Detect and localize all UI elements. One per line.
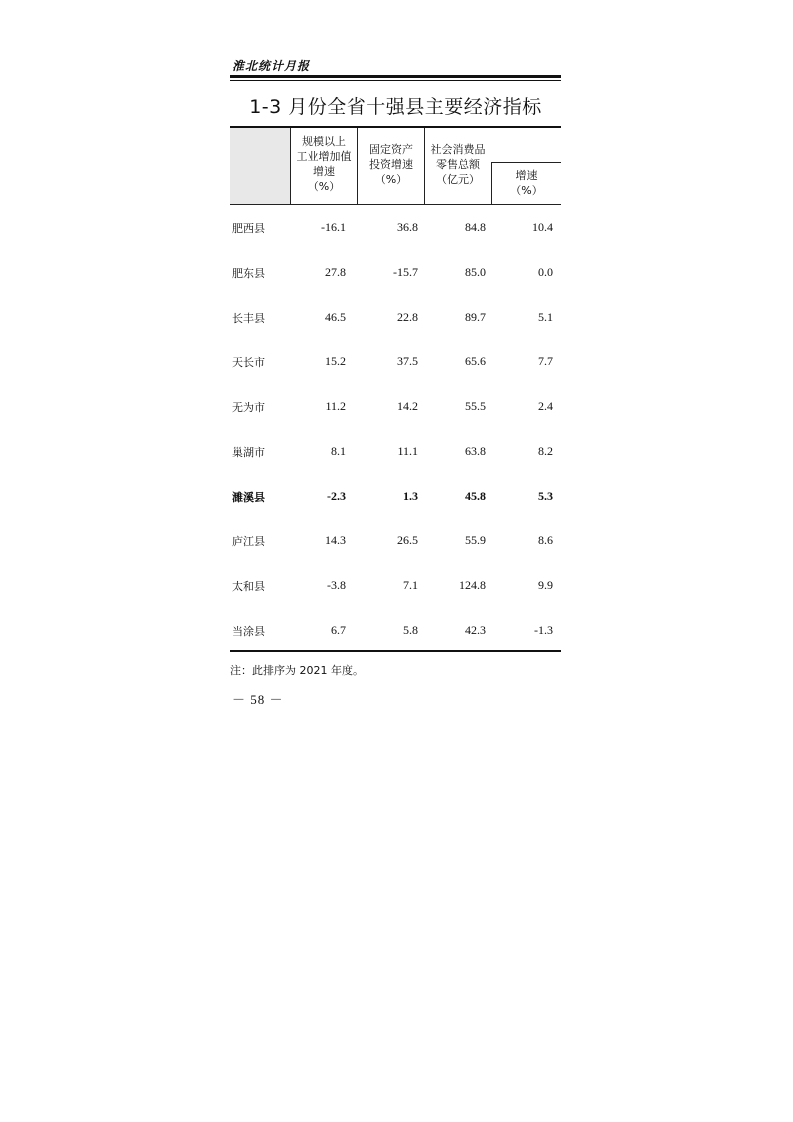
industrial-growth-value: 11.2 bbox=[325, 399, 346, 413]
industrial-growth-value: 46.5 bbox=[325, 310, 346, 324]
retail-growth-value: 5.1 bbox=[538, 310, 553, 324]
header-rule-thin bbox=[230, 80, 561, 81]
header-rule-thick bbox=[230, 75, 561, 78]
investment-growth-value: -15.7 bbox=[393, 265, 418, 279]
investment-growth-value: 14.2 bbox=[397, 399, 418, 413]
industrial-growth-value: 8.1 bbox=[331, 444, 346, 458]
publication-header: 淮北统计月报 bbox=[232, 59, 311, 73]
investment-growth-value: 37.5 bbox=[397, 354, 418, 368]
retail-sales-value: 63.8 bbox=[465, 444, 486, 458]
header-subdivider bbox=[491, 162, 561, 163]
table-row bbox=[230, 308, 561, 328]
retail-growth-value: 10.4 bbox=[532, 220, 553, 234]
county-name: 肥东县 bbox=[232, 267, 265, 280]
county-name: 当涂县 bbox=[232, 625, 265, 638]
table-footnote: 注：此排序为 2021 年度。 bbox=[230, 664, 364, 677]
retail-growth-value: -1.3 bbox=[534, 623, 553, 637]
investment-growth-value: 26.5 bbox=[397, 533, 418, 547]
county-name: 太和县 bbox=[232, 580, 265, 593]
investment-growth-value: 11.1 bbox=[397, 444, 418, 458]
investment-growth-value: 7.1 bbox=[403, 578, 418, 592]
county-name: 无为市 bbox=[232, 401, 265, 414]
county-name: 濉溪县 bbox=[232, 491, 265, 504]
county-name: 巢湖市 bbox=[232, 446, 265, 459]
retail-growth-value: 0.0 bbox=[538, 265, 553, 279]
header-retail-growth: 增速 （%） bbox=[510, 169, 543, 197]
county-name: 天长市 bbox=[232, 356, 265, 369]
retail-growth-value: 2.4 bbox=[538, 399, 553, 413]
retail-sales-value: 55.5 bbox=[465, 399, 486, 413]
table-row bbox=[230, 218, 561, 238]
investment-growth-value: 5.8 bbox=[403, 623, 418, 637]
retail-sales-value: 89.7 bbox=[465, 310, 486, 324]
retail-growth-value: 8.6 bbox=[538, 533, 553, 547]
industrial-growth-value: 6.7 bbox=[331, 623, 346, 637]
table-row-highlighted bbox=[230, 487, 561, 507]
header-retail-sales: 社会消费品 零售总额 （亿元） bbox=[430, 143, 486, 186]
retail-sales-value: 84.8 bbox=[465, 220, 486, 234]
industrial-growth-value: -3.8 bbox=[327, 578, 346, 592]
retail-sales-value: 45.8 bbox=[465, 489, 486, 503]
header-industrial-growth: 规模以上 工业增加值 增速 （%） bbox=[296, 135, 352, 193]
header-bottom-border bbox=[230, 204, 561, 205]
page-title: 1-3 月份全省十强县主要经济指标 bbox=[249, 96, 542, 118]
retail-growth-value: 7.7 bbox=[538, 354, 553, 368]
retail-sales-value: 65.6 bbox=[465, 354, 486, 368]
industrial-growth-value: 27.8 bbox=[325, 265, 346, 279]
header-investment-growth: 固定资产 投资增速 （%） bbox=[369, 143, 413, 186]
table-bottom-border bbox=[230, 650, 561, 652]
table-row bbox=[230, 531, 561, 551]
table-row bbox=[230, 621, 561, 641]
industrial-growth-value: -16.1 bbox=[321, 220, 346, 234]
table-row bbox=[230, 576, 561, 596]
industrial-growth-value: 15.2 bbox=[325, 354, 346, 368]
table-row bbox=[230, 352, 561, 372]
page-number: － 58 － bbox=[232, 692, 284, 707]
industrial-growth-value: 14.3 bbox=[325, 533, 346, 547]
retail-sales-value: 124.8 bbox=[459, 578, 486, 592]
industrial-growth-value: -2.3 bbox=[327, 489, 346, 503]
retail-sales-value: 55.9 bbox=[465, 533, 486, 547]
retail-sales-value: 42.3 bbox=[465, 623, 486, 637]
table-row bbox=[230, 263, 561, 283]
retail-growth-value: 9.9 bbox=[538, 578, 553, 592]
table-row bbox=[230, 397, 561, 417]
retail-growth-value: 5.3 bbox=[538, 489, 553, 503]
table-row bbox=[230, 442, 561, 462]
retail-sales-value: 85.0 bbox=[465, 265, 486, 279]
investment-growth-value: 1.3 bbox=[403, 489, 418, 503]
county-name: 庐江县 bbox=[232, 535, 265, 548]
county-name: 长丰县 bbox=[232, 312, 265, 325]
county-name: 肥西县 bbox=[232, 222, 265, 235]
investment-growth-value: 36.8 bbox=[397, 220, 418, 234]
retail-growth-value: 8.2 bbox=[538, 444, 553, 458]
table-stub-header bbox=[230, 128, 290, 204]
investment-growth-value: 22.8 bbox=[397, 310, 418, 324]
